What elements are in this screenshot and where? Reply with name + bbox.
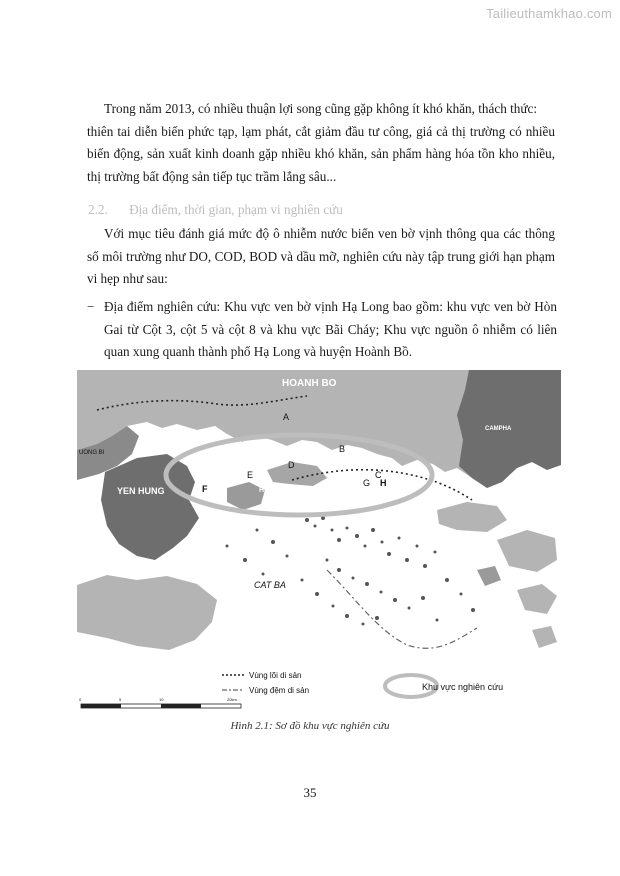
point-e: E	[247, 470, 254, 480]
watermark: Tailieuthamkhao.com	[486, 6, 612, 21]
figure-caption: Hình 2.1: Sơ đồ khu vực nghiên cứu	[230, 720, 390, 732]
point-b: B	[339, 444, 346, 454]
point-d: D	[288, 460, 295, 470]
point-f: F	[202, 484, 208, 494]
study-area-map	[77, 370, 561, 715]
bullet-item	[87, 296, 557, 364]
legend-core-zone-label: Vùng lõi di sản	[249, 671, 302, 680]
point-h: H	[380, 478, 387, 488]
legend-buffer-zone-label: Vùng đệm di sản	[249, 686, 310, 695]
point-c: C	[375, 470, 382, 480]
section-title: Địa điểm, thời gian, phạm vi nghiên cứu	[129, 202, 343, 217]
legend-study-area-label: Khu vực nghiên cứu	[422, 682, 504, 692]
paragraph-1	[87, 98, 555, 188]
scale-tick-0: 0	[79, 697, 82, 702]
paragraph-2-text: Với mục tiêu đánh giá mức độ ô nhiễm nước biển ven bờ vịnh thông qua các thông số môi trường như DO, COD, BOD và dầu mỡ, nghiên cứu này tập trung giới hạn phạm vi hẹp như sau:	[87, 226, 555, 286]
bullet-text: Địa điểm nghiên cứu: Khu vực ven bờ vịnh Hạ Long bao gồm: khu vực ven bờ Hòn Gai từ Cột 3, cột 5 và cột 8 và khu vực Bãi Cháy; Khu vực nguồn ô nhiễm có liên quan xung quanh thành phố Hạ Long và huyện Hoành Bồ.	[104, 299, 557, 359]
page-number: 35	[303, 785, 317, 800]
paragraph-2	[87, 223, 555, 291]
label-cam-pha: CAMPHA	[485, 426, 512, 432]
label-hoanh-bo: HOANH BO	[282, 378, 337, 389]
paragraph-1-first-line: Trong năm 2013, có nhiều thuận lợi song cũng gặp không ít khó khăn, thách thức:	[104, 101, 538, 116]
label-uong-bi: UONG BI	[79, 450, 105, 456]
scale-tick-20: 20km	[227, 697, 237, 702]
bullet-dash: −	[87, 299, 95, 314]
point-g: G	[363, 478, 371, 488]
paragraph-1-rest: thiên tai diễn biến phức tạp, lạm phát, cắt giảm đầu tư công, giá cả thị trường có nhiều biến động, sản xuất kinh doanh gặp nhiều khó khăn, sản phẩm hàng hóa tồn kho nhiều, thị trường bất động sản tiếp tục trầm lắng sâu...	[87, 123, 555, 184]
scale-bar	[81, 704, 241, 708]
scale-tick-10: 10	[159, 697, 164, 702]
label-cat-ba: CAT BA	[254, 580, 286, 590]
label-yen-hung: YEN HUNG	[117, 486, 165, 496]
scale-tick-5: 5	[119, 697, 122, 702]
label-ha-long: HALONG	[259, 487, 290, 494]
section-heading	[88, 202, 343, 218]
section-number: 2.2.	[88, 202, 108, 217]
point-a: A	[283, 412, 290, 422]
